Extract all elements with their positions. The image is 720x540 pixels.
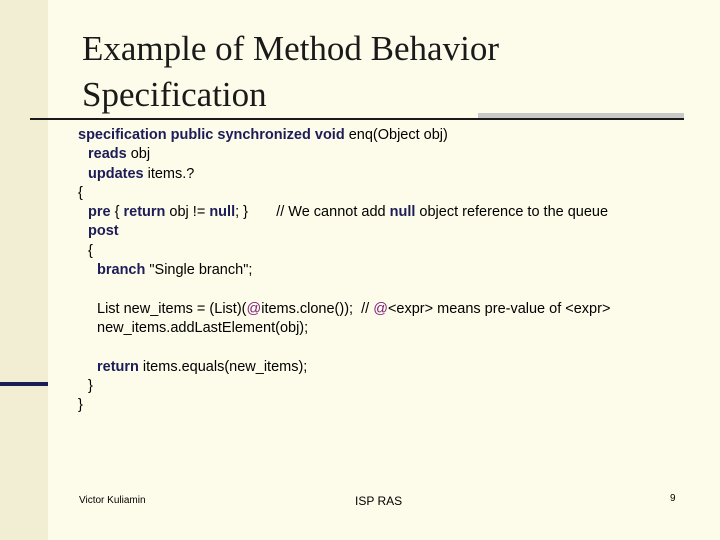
code-text: ; } // We cannot add bbox=[235, 204, 390, 221]
at-symbol: @ bbox=[373, 300, 388, 317]
footer-organization: ISP RAS bbox=[355, 494, 403, 508]
keyword: pre bbox=[88, 204, 111, 221]
decorative-accent-bar bbox=[0, 382, 48, 386]
code-line-6 bbox=[78, 222, 708, 241]
code-text: items.? bbox=[143, 165, 195, 182]
code-text: object reference to the queue bbox=[415, 204, 609, 221]
code-line-13 bbox=[78, 396, 708, 415]
code-text: items.clone()); // bbox=[261, 300, 374, 317]
code-line-10 bbox=[78, 319, 708, 338]
code-line-5 bbox=[78, 203, 708, 222]
footer-author: Victor Kuliamin bbox=[79, 495, 146, 506]
blank-line bbox=[78, 338, 708, 357]
keyword: post bbox=[88, 223, 119, 240]
code-text: obj != bbox=[165, 204, 210, 221]
code-text: <expr> means pre-value of <expr> bbox=[387, 300, 611, 317]
keyword: return bbox=[97, 358, 139, 375]
code-text: enq(Object obj) bbox=[344, 127, 448, 143]
code-text: } bbox=[88, 377, 93, 394]
code-line-7 bbox=[78, 242, 708, 261]
keyword: specification public synchronized void bbox=[78, 127, 345, 143]
keyword: return bbox=[123, 204, 166, 221]
blank-line bbox=[78, 280, 708, 299]
keyword: reads bbox=[88, 146, 127, 163]
code-text: List new_items = (List)( bbox=[97, 300, 247, 317]
keyword: updates bbox=[88, 165, 144, 182]
code-text: } bbox=[78, 397, 83, 414]
page-number: 9 bbox=[670, 493, 676, 504]
left-decorative-band bbox=[0, 0, 48, 540]
title-underline bbox=[30, 118, 684, 120]
title-line-2: Specification bbox=[82, 75, 267, 114]
code-line-4 bbox=[78, 184, 708, 203]
code-line-2 bbox=[78, 145, 708, 164]
code-text: obj bbox=[126, 146, 151, 163]
code-line-3 bbox=[78, 165, 708, 184]
code-line-9 bbox=[78, 300, 708, 319]
code-text: "Single branch"; bbox=[145, 262, 253, 279]
code-text: items.equals(new_items); bbox=[138, 358, 308, 375]
code-block bbox=[78, 126, 708, 415]
code-text: new_items.addLastElement(obj); bbox=[97, 319, 309, 336]
code-line-1 bbox=[78, 126, 708, 145]
code-line-12 bbox=[78, 377, 708, 396]
code-line-8 bbox=[78, 261, 708, 280]
keyword: branch bbox=[97, 262, 146, 279]
at-symbol: @ bbox=[246, 300, 262, 317]
code-text: { bbox=[110, 204, 124, 221]
keyword: null bbox=[389, 204, 416, 221]
code-text: { bbox=[88, 242, 93, 259]
code-text: { bbox=[78, 184, 83, 201]
code-line-11 bbox=[78, 358, 708, 377]
title-line-1: Example of Method Behavior bbox=[82, 29, 499, 68]
slide-title bbox=[82, 26, 682, 118]
keyword: null bbox=[209, 204, 236, 221]
